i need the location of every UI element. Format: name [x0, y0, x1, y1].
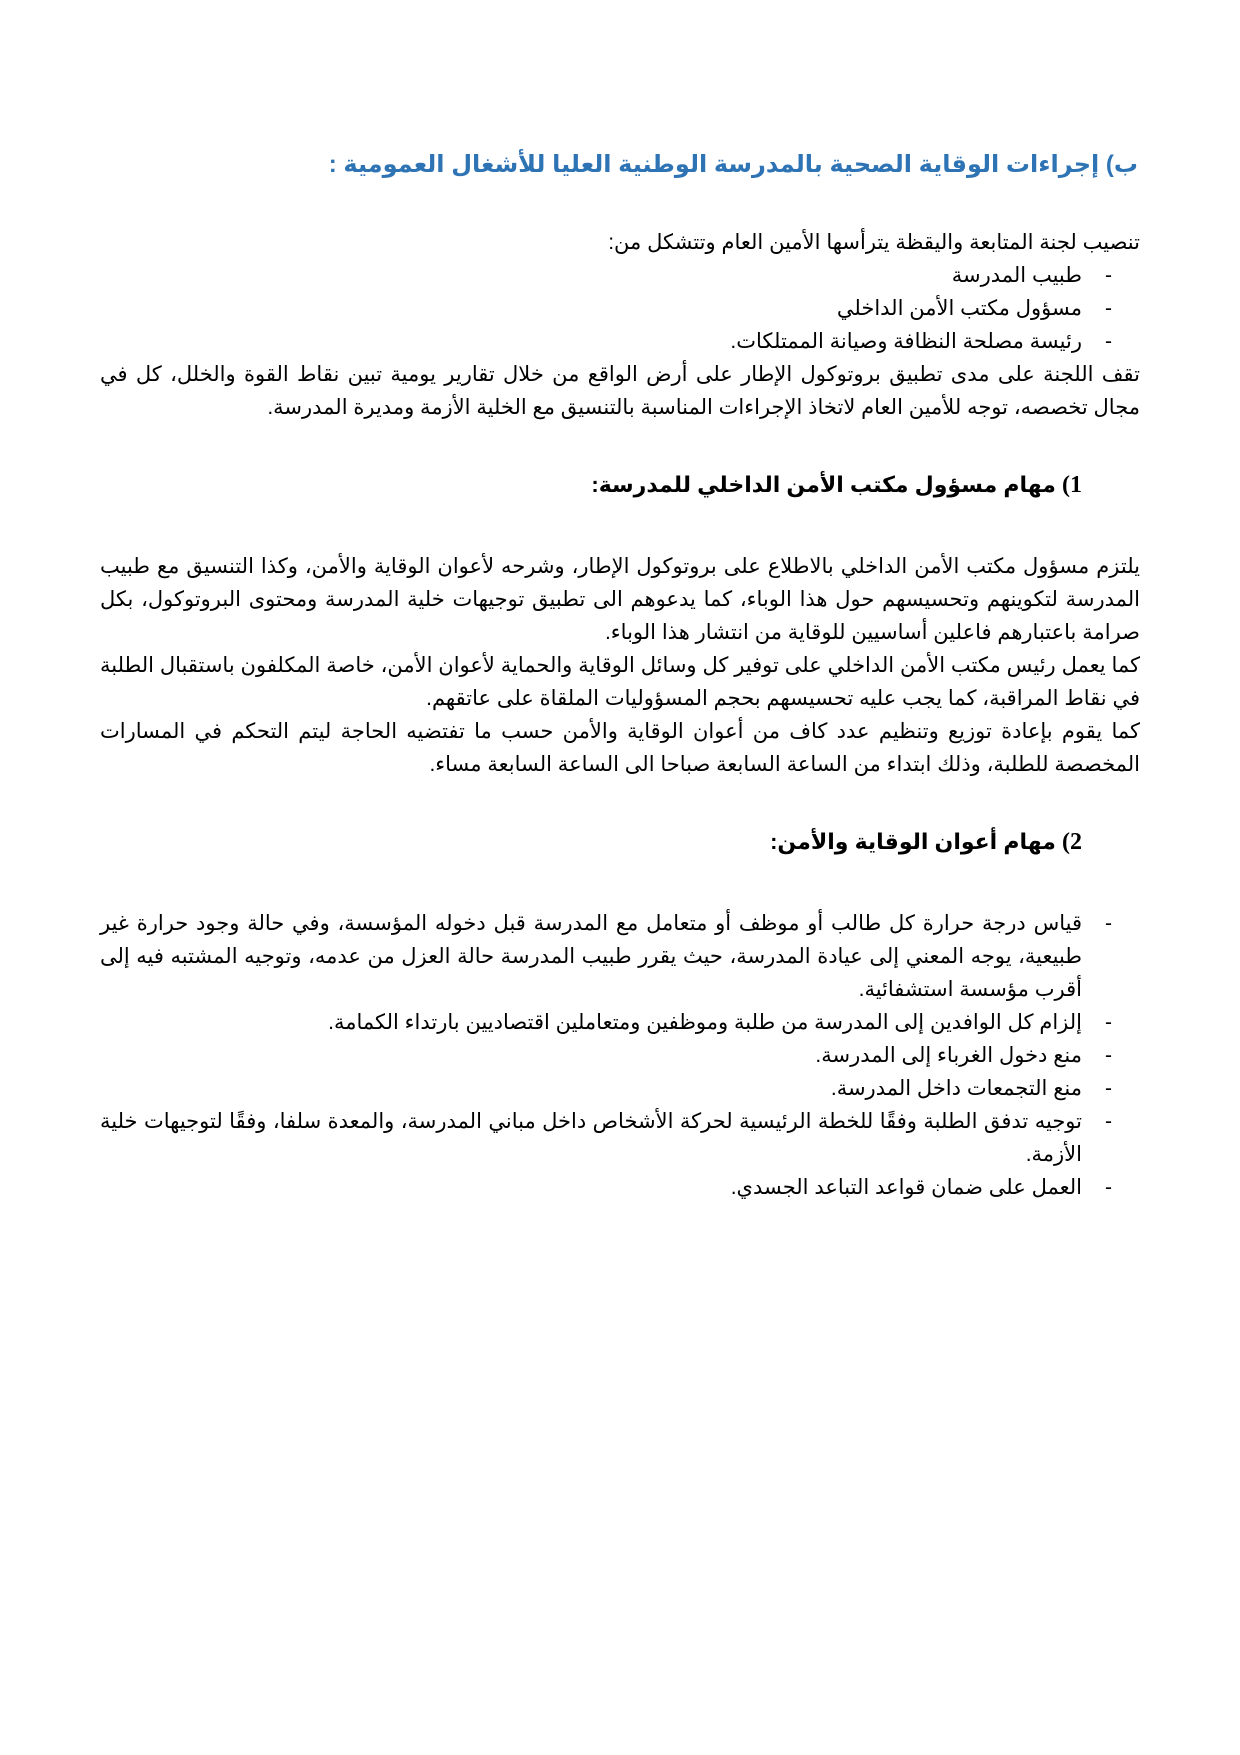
list-item — [100, 259, 1112, 292]
dash-bullet: - — [1105, 264, 1112, 287]
committee-members-list — [100, 259, 1140, 358]
list-item-text: طبيب المدرسة — [951, 264, 1082, 287]
section-2-title: مهام أعوان الوقاية والأمن: — [770, 829, 1056, 854]
page-heading: ب) إجراءات الوقاية الصحية بالمدرسة الوطنية العليا للأشغال العمومية : — [328, 151, 1138, 178]
list-item-text: منع دخول الغرباء إلى المدرسة. — [815, 1044, 1082, 1067]
list-item-text: رئيسة مصلحة النظافة وصيانة الممتلكات. — [730, 330, 1082, 353]
list-item — [100, 292, 1112, 325]
dash-bullet: - — [1105, 1077, 1112, 1100]
dash-bullet: - — [1105, 1110, 1112, 1133]
section-1-title: مهام مسؤول مكتب الأمن الداخلي للمدرسة: — [591, 472, 1056, 497]
list-item-text: منع التجمعات داخل المدرسة. — [830, 1077, 1082, 1100]
document-body — [100, 150, 1140, 1204]
committee-paragraph: تقف اللجنة على مدى تطبيق بروتوكول الإطار على أرض الواقع من خلال تقارير يومية تبين نقاط القوة والخلل، كل في مجال تخصصه، توجه للأمين العام لاتخاذ الإجراءات المناسبة بالتنسيق مع الخلية الأزمة ومديرة المدرسة. — [100, 363, 1140, 419]
dash-bullet: - — [1105, 297, 1112, 320]
security-tasks-list — [100, 907, 1140, 1204]
list-item-text: توجيه تدفق الطلبة وفقًا للخطة الرئيسية لحركة الأشخاص داخل مباني المدرسة، والمعدة سلفا، وفقًا لتوجيهات خلية الأزمة. — [100, 1110, 1082, 1166]
section-1-paragraph: يلتزم مسؤول مكتب الأمن الداخلي بالاطلاع على بروتوكول الإطار، وشرحه لأعوان الوقاية والأمن، وكذا التنسيق مع طبيب المدرسة لتكوينهم وتحسيسهم حول هذا الوباء، كما يدعوهم الى تطبيق توجيهات خلية المدرسة ومحتوى البروتوكول، بكل صرامة باعتبارهم فاعلين أساسيين للوقاية من انتشار هذا الوباء. — [100, 555, 1140, 644]
list-item — [100, 1105, 1112, 1171]
list-item-text: العمل على ضمان قواعد التباعد الجسدي. — [730, 1176, 1082, 1199]
dash-bullet: - — [1105, 1176, 1112, 1199]
section-2-number: 2) — [1062, 829, 1082, 855]
list-item — [100, 907, 1112, 1006]
list-item — [100, 1171, 1112, 1204]
list-item-text: مسؤول مكتب الأمن الداخلي — [836, 297, 1082, 320]
list-item — [100, 325, 1112, 358]
section-1-paragraph: كما يعمل رئيس مكتب الأمن الداخلي على توفير كل وسائل الوقاية والحماية لأعوان الأمن، خاصة المكلفون باستقبال الطلبة في نقاط المراقبة، كما يجب عليه تحسيسهم بحجم المسؤوليات الملقاة على عاتقهم. — [100, 654, 1140, 710]
section-1-heading — [100, 468, 1140, 502]
list-item — [100, 1072, 1112, 1105]
list-item — [100, 1039, 1112, 1072]
dash-bullet: - — [1105, 330, 1112, 353]
committee-intro: تنصيب لجنة المتابعة واليقظة يترأسها الأمين العام وتتشكل من: — [608, 231, 1140, 254]
section-1-paragraph: كما يقوم بإعادة توزيع وتنظيم عدد كاف من أعوان الوقاية والأمن حسب ما تفتضيه الحاجة ليتم التحكم في المسارات المخصصة للطلبة، وذلك ابتداء من الساعة السابعة صباحا الى الساعة السابعة مساء. — [100, 720, 1140, 776]
section-1-number: 1) — [1062, 472, 1082, 498]
list-item-text: قياس درجة حرارة كل طالب أو موظف أو متعامل مع المدرسة قبل دخوله المؤسسة، وفي حالة وجود حرارة غير طبيعية، يوجه المعني إلى عيادة المدرسة، حيث يقرر طبيب المدرسة حالة العزل من عدمه، وتوجيه المشتبه فيه إلى أقرب مؤسسة استشفائية. — [100, 912, 1082, 1001]
section-2-heading — [100, 825, 1140, 859]
list-item — [100, 1006, 1112, 1039]
dash-bullet: - — [1105, 912, 1112, 935]
list-item-text: إلزام كل الوافدين إلى المدرسة من طلبة وموظفين ومتعاملين اقتصاديين بارتداء الكمامة. — [328, 1011, 1082, 1034]
dash-bullet: - — [1105, 1011, 1112, 1034]
dash-bullet: - — [1105, 1044, 1112, 1067]
